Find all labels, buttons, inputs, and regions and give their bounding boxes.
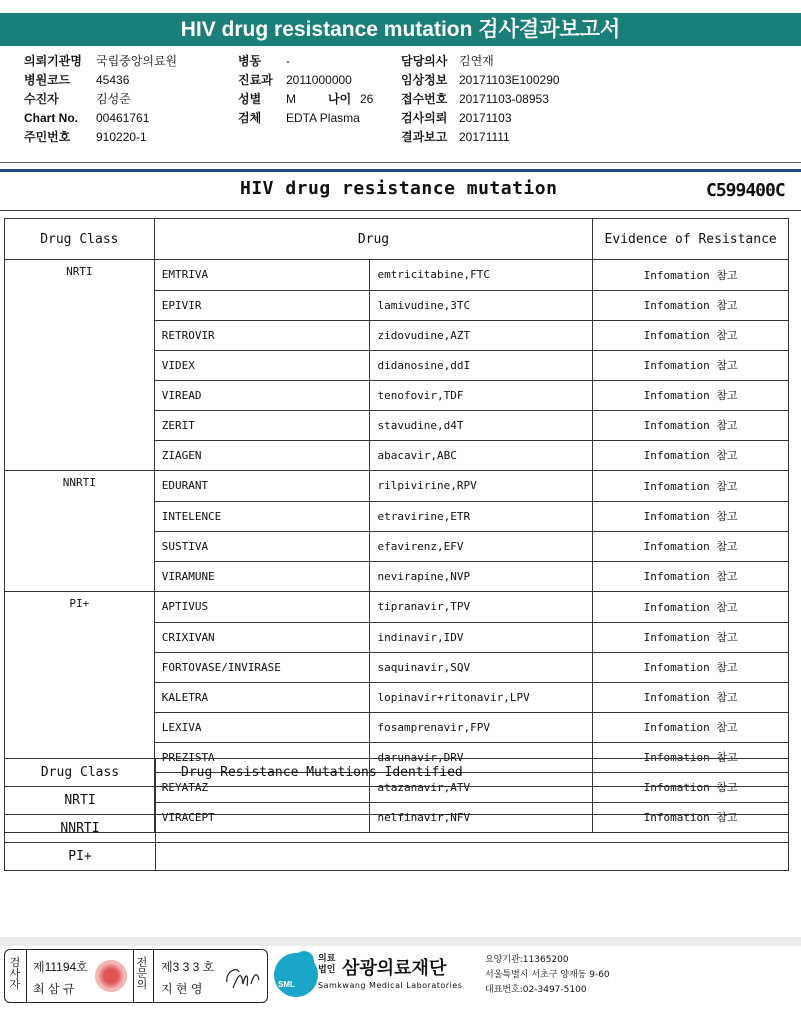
- table-row: [5, 380, 789, 410]
- chart-number: 00461761: [96, 111, 150, 125]
- table-header-row: [5, 219, 789, 260]
- generic-name-cell: lopinavir+ritonavir,LPV: [370, 682, 593, 712]
- brand-name-cell: FORTOVASE/INVIRASE: [154, 652, 370, 682]
- label: 진료과: [238, 73, 273, 87]
- evidence-cell: Infomation 참고: [593, 440, 789, 471]
- examiner-license: 제11194호: [33, 960, 88, 974]
- label: 검체: [238, 111, 262, 125]
- label: 검사의뢰: [401, 111, 448, 125]
- table-row: [5, 682, 789, 712]
- evidence-cell: Infomation 참고: [593, 592, 789, 623]
- drug-table-body: [5, 260, 789, 833]
- brand-name-cell: RETROVIR: [154, 320, 370, 350]
- divider: [133, 950, 134, 1002]
- label: 결과보고: [401, 130, 448, 144]
- divider: [0, 210, 801, 211]
- report-date: 20171111: [459, 130, 510, 144]
- evidence-cell: Infomation 참고: [593, 682, 789, 712]
- generic-name-cell: indinavir,IDV: [370, 622, 593, 652]
- generic-name-cell: fosamprenavir,FPV: [370, 712, 593, 742]
- label: 의뢰기관명: [24, 54, 82, 68]
- generic-name-cell: etravirine,ETR: [370, 501, 593, 531]
- org-phone: 대표번호:02-3497-5100: [485, 985, 587, 995]
- evidence-cell: Infomation 참고: [593, 410, 789, 440]
- label: 병동: [238, 54, 262, 68]
- drug-class-cell: [5, 410, 155, 440]
- table-row: [5, 290, 789, 320]
- evidence-cell: Infomation 참고: [593, 531, 789, 561]
- brand-name-cell: ZERIT: [154, 410, 370, 440]
- table-row: [5, 622, 789, 652]
- table-row: [5, 592, 789, 623]
- divider: [26, 950, 27, 1002]
- brand-name-cell: ZIAGEN: [154, 440, 370, 471]
- generic-name-cell: zidovudine,AZT: [370, 320, 593, 350]
- request-date: 20171103: [459, 111, 512, 125]
- column-header: Drug Class: [5, 219, 155, 260]
- drug-class-cell: PI+: [5, 592, 155, 623]
- label: 주민번호: [24, 130, 71, 144]
- label: 병원코드: [24, 73, 71, 87]
- generic-name-cell: tipranavir,TPV: [370, 592, 593, 623]
- patient-name: 김성준: [96, 92, 131, 106]
- column-header: Drug Resistance Mutations Identified: [156, 759, 789, 787]
- drug-class-cell: NNRTI: [5, 815, 156, 843]
- generic-name-cell: didanosine,ddI: [370, 350, 593, 380]
- table-row: [5, 787, 789, 815]
- table-row: [5, 501, 789, 531]
- generic-name-cell: nevirapine,NVP: [370, 561, 593, 592]
- label: 성별: [238, 92, 262, 106]
- drug-class-cell: PI+: [5, 843, 156, 871]
- generic-name-cell: efavirenz,EFV: [370, 531, 593, 561]
- table-row: [5, 350, 789, 380]
- examiner-name: 최 삼 규: [33, 982, 75, 996]
- hospital-code: 45436: [96, 73, 130, 87]
- test-code: C599400C: [706, 180, 785, 201]
- accession-number: 20171103-08953: [459, 92, 549, 106]
- patient-info-col2: [238, 52, 373, 128]
- specimen: EDTA Plasma: [286, 111, 360, 125]
- table-row: [5, 320, 789, 350]
- drug-class-cell: [5, 652, 155, 682]
- department: 2011000000: [286, 73, 352, 87]
- section-title: HIV drug resistance mutation: [240, 178, 558, 199]
- table-row: [5, 531, 789, 561]
- ward: -: [286, 54, 290, 68]
- table-row: [5, 561, 789, 592]
- generic-name-cell: stavudine,d4T: [370, 410, 593, 440]
- brand-name-cell: VIRACEPT: [154, 802, 370, 833]
- table-row: [5, 260, 789, 291]
- drug-class-cell: [5, 501, 155, 531]
- generic-name-cell: darunavir,DRV: [370, 742, 593, 772]
- evidence-cell: Infomation 참고: [593, 652, 789, 682]
- drug-class-cell: NRTI: [5, 260, 155, 291]
- drug-class-cell: [5, 712, 155, 742]
- generic-name-cell: rilpivirine,RPV: [370, 471, 593, 502]
- evidence-cell: Infomation 참고: [593, 350, 789, 380]
- org-english-name: Samkwang Medical Laboratories: [318, 981, 463, 990]
- evidence-cell: Infomation 참고: [593, 802, 789, 833]
- org-name: 삼광의료재단: [342, 958, 447, 979]
- brand-name-cell: SUSTIVA: [154, 531, 370, 561]
- report-title-bar: HIV drug resistance mutation 검사결과보고서: [0, 13, 801, 46]
- org-address: 서울특별시 서초구 양재동 9-60: [485, 970, 610, 980]
- evidence-cell: Infomation 참고: [593, 772, 789, 802]
- brand-name-cell: CRIXIVAN: [154, 622, 370, 652]
- drug-class-cell: [5, 622, 155, 652]
- evidence-cell: Infomation 참고: [593, 290, 789, 320]
- evidence-cell: Infomation 참고: [593, 561, 789, 592]
- logo-dot-icon: [294, 951, 314, 971]
- evidence-cell: Infomation 참고: [593, 471, 789, 502]
- divider: [0, 162, 801, 163]
- brand-name-cell: VIREAD: [154, 380, 370, 410]
- seal-stamp-icon: [95, 960, 127, 992]
- table-header-row: [5, 759, 789, 787]
- generic-name-cell: saquinavir,SQV: [370, 652, 593, 682]
- specialist-label: 전문의: [136, 957, 148, 991]
- evidence-cell: Infomation 참고: [593, 380, 789, 410]
- patient-info-col1: [24, 52, 177, 147]
- generic-name-cell: atazanavir,ATV: [370, 772, 593, 802]
- specialist-license: 제3 3 3 호: [161, 960, 215, 974]
- evidence-cell: Infomation 참고: [593, 742, 789, 772]
- resident-number: 910220-1: [96, 130, 147, 144]
- column-header: Drug: [154, 219, 593, 260]
- drug-class-cell: [5, 682, 155, 712]
- brand-name-cell: EPIVIR: [154, 290, 370, 320]
- table-row: [5, 652, 789, 682]
- drug-table: [4, 218, 789, 833]
- column-header: Drug Class: [5, 759, 156, 787]
- column-header: Evidence of Resistance: [593, 219, 789, 260]
- brand-name-cell: REYATAZ: [154, 772, 370, 802]
- drug-class-cell: [5, 380, 155, 410]
- evidence-cell: Infomation 참고: [593, 501, 789, 531]
- org-code: 요양기관:11365200: [485, 955, 569, 965]
- table-row: [5, 843, 789, 871]
- mutation-table: [4, 758, 789, 871]
- drug-class-cell: NNRTI: [5, 471, 155, 502]
- generic-name-cell: emtricitabine,FTC: [370, 260, 593, 291]
- generic-name-cell: lamivudine,3TC: [370, 290, 593, 320]
- signature-icon: [223, 958, 263, 994]
- org-prefix: 의료법인: [318, 954, 336, 975]
- brand-name-cell: KALETRA: [154, 682, 370, 712]
- generic-name-cell: tenofovir,TDF: [370, 380, 593, 410]
- divider-accent: [0, 169, 801, 172]
- mutations-cell: [156, 815, 789, 843]
- patient-info-col3: [401, 52, 560, 147]
- table-row: [5, 410, 789, 440]
- brand-name-cell: PREZISTA: [154, 742, 370, 772]
- table-row: [5, 471, 789, 502]
- drug-class-cell: [5, 561, 155, 592]
- drug-class-cell: [5, 320, 155, 350]
- signature-box: [4, 949, 268, 1003]
- generic-name-cell: nelfinavir,NFV: [370, 802, 593, 833]
- brand-name-cell: VIRAMUNE: [154, 561, 370, 592]
- requesting-institution: 국립중앙의료원: [96, 54, 178, 68]
- evidence-cell: Infomation 참고: [593, 260, 789, 291]
- organization-info: [485, 953, 610, 998]
- brand-name-cell: INTELENCE: [154, 501, 370, 531]
- drug-class-cell: [5, 350, 155, 380]
- mutations-cell: [156, 843, 789, 871]
- clinical-info: 20171103E100290: [459, 73, 560, 87]
- examiner-label: 검사자: [9, 957, 21, 991]
- sex: M: [286, 92, 296, 106]
- table-row: [5, 440, 789, 471]
- drug-class-cell: [5, 440, 155, 471]
- footer-band: [0, 937, 801, 946]
- brand-name-cell: APTIVUS: [154, 592, 370, 623]
- attending-doctor: 김연재: [459, 54, 494, 68]
- evidence-cell: Infomation 참고: [593, 622, 789, 652]
- label: 임상정보: [401, 73, 448, 87]
- label: 접수번호: [401, 92, 448, 106]
- brand-name-cell: LEXIVA: [154, 712, 370, 742]
- logo-mark: SML: [278, 980, 295, 989]
- mutations-cell: [156, 787, 789, 815]
- table-row: [5, 815, 789, 843]
- table-row: [5, 712, 789, 742]
- specialist-name: 지 현 영: [161, 982, 203, 996]
- age: 26: [360, 92, 374, 106]
- evidence-cell: Infomation 참고: [593, 712, 789, 742]
- generic-name-cell: abacavir,ABC: [370, 440, 593, 471]
- label: 담당의사: [401, 54, 448, 68]
- brand-name-cell: EDURANT: [154, 471, 370, 502]
- age-label: 나이: [328, 92, 352, 106]
- label: Chart No.: [24, 111, 78, 125]
- brand-name-cell: VIDEX: [154, 350, 370, 380]
- label: 수진자: [24, 92, 59, 106]
- evidence-cell: Infomation 참고: [593, 320, 789, 350]
- drug-class-cell: [5, 531, 155, 561]
- drug-class-cell: NRTI: [5, 787, 156, 815]
- divider: [153, 950, 154, 1002]
- brand-name-cell: EMTRIVA: [154, 260, 370, 291]
- drug-class-cell: [5, 290, 155, 320]
